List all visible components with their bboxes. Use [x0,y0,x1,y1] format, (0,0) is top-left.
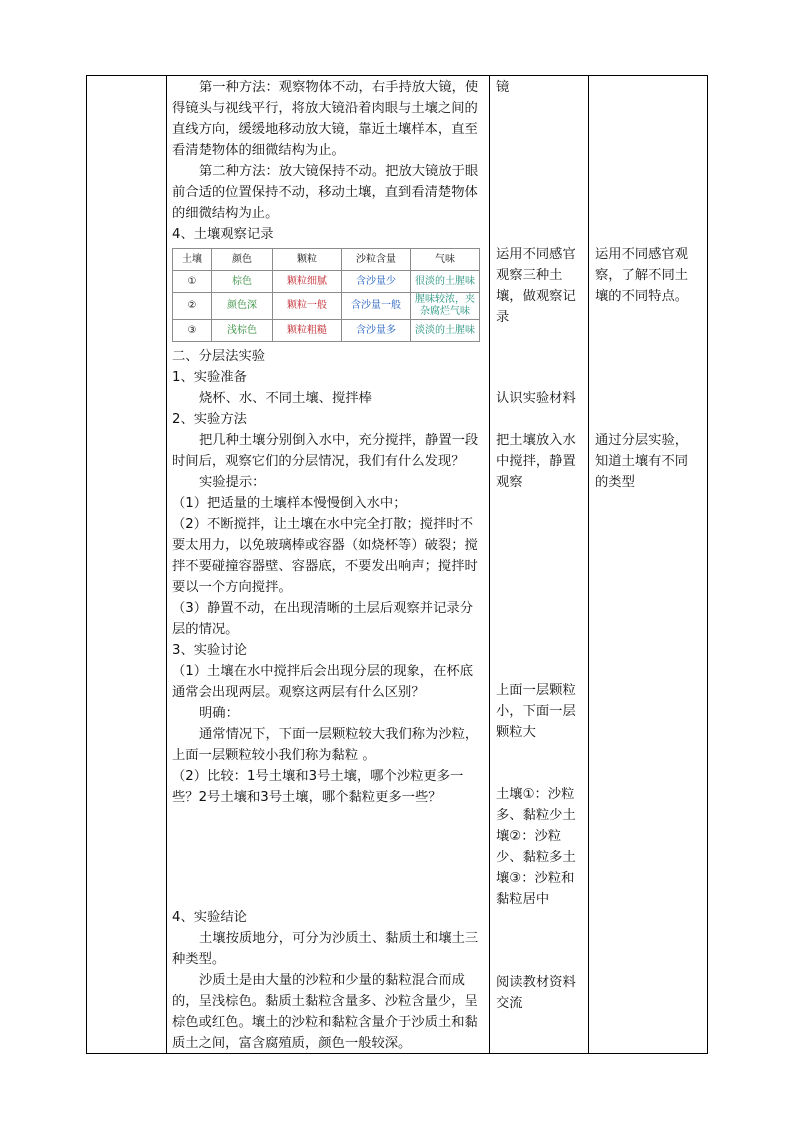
conclusion-block [172,907,485,1054]
activity-compare: 土壤①：沙粒多、黏粒少土壤②：沙粒少、黏粒多土壤③：沙粒和黏粒居中 [496,787,576,907]
soil-particle: 颗粒细腻 [273,271,342,293]
clarify-label: 明确： [199,706,239,721]
tip-3: （3）静置不动，在出现清晰的土层后观察并记录分层的情况。 [172,601,473,637]
soil-sand: 含沙量多 [342,320,411,342]
soil-sand: 含沙量少 [342,271,411,293]
question-1: （1）土壤在水中搅拌后会出现分层的现象，在杯底通常会出现两层。观察这两层有什么区别？ [172,664,473,700]
record-heading: 4、土壤观察记录 [172,227,274,242]
header-particle: 颗粒 [273,249,342,271]
table-top-border [86,75,708,76]
soil-color: 颜色深 [212,293,273,320]
prep-items: 烧杯、水、不同土壤、搅拌棒 [199,391,372,406]
method2-paragraph: 第二种方法：放大镜保持不动。把放大镜放于眼前合适的位置保持不动，移动土壤，直到看清楚物体的细微结构为止。 [172,164,479,221]
soil-smell: 很淡的土腥味 [411,271,480,293]
method-text: 把几种土壤分别倒入水中，充分搅拌，静置一段时间后，观察它们的分层情况，我们有什么发现？ [172,433,479,469]
soil-id: ③ [173,320,212,342]
activity-layers: 上面一层颗粒小，下面一层颗粒大 [496,683,576,740]
table-border-1 [86,75,87,1054]
activity-stir: 把土壤放入水中搅拌，静置观察 [496,433,576,490]
soil-id: ① [173,271,212,293]
soil-table-header [173,249,480,271]
section2-title: 二、分层法实验 [172,349,266,364]
activity-materials: 认识实验材料 [496,391,576,406]
soil-particle: 颗粒一般 [273,293,342,320]
activity-observe: 运用不同感官观察三种土壤，做观察记录 [496,247,576,325]
header-soil: 土壤 [173,249,212,271]
soil-color: 棕色 [212,271,273,293]
soil-smell: 腥味较浓，夹杂腐烂气味 [411,293,480,320]
tip-2: （2）不断搅拌，让土壤在水中完全打散；搅拌时不要太用力，以免玻璃棒或容器（如烧杯等）破裂；搅拌不要碰撞容器壁、容器底，不要发出响声；搅拌时要以一个方向搅拌。 [172,517,478,595]
discussion-heading: 3、实验讨论 [172,643,247,658]
soil-row-2 [173,293,480,320]
method-heading: 2、实验方法 [172,412,247,427]
conclusion-2: 沙质土是由大量的沙粒和少量的黏粒混合而成的，呈浅棕色。黏质土黏粒含量多、沙粒含量少，呈棕色或红色。壤土的沙粒和黏粒含量介于沙质土和黏质土之间，富含腐殖质，颜色一般较深。 [172,973,478,1051]
soil-sand: 含沙量一般 [342,293,411,320]
activity-read: 阅读教材资料交流 [496,975,576,1011]
question-2: （2）比较：1号土壤和3号土壤，哪个沙粒更多一些？2号土壤和3号土壤，哪个黏粒更多一些？ [172,769,464,805]
soil-id: ② [173,293,212,320]
soil-row-3 [173,320,480,342]
table-border-3 [489,75,490,1054]
conclusion-heading: 4、实验结论 [172,910,247,925]
tips-heading: 实验提示： [199,475,266,490]
table-border-2 [166,75,167,1054]
intent-layers: 通过分层实验，知道土壤有不同的类型 [595,433,689,490]
soil-color: 浅棕色 [212,320,273,342]
soil-row-1 [173,271,480,293]
activity-continuation: 镜 [496,80,510,95]
header-sand: 沙粒含量 [342,249,411,271]
header-color: 颜色 [212,249,273,271]
clarify-text: 通常情况下，下面一层颗粒较大我们称为沙粒，上面一层颗粒较小我们称为黏粒 。 [172,727,479,763]
table-border-4 [588,75,589,1054]
soil-observation-table [172,248,480,342]
method1-paragraph: 第一种方法：观察物体不动，右手持放大镜，使得镜头与视线平行，将放大镜沿着肉眼与土壤之间的直线方向，缓缓地移动放大镜，靠近土壤样本，直至看清楚物体的细微结构为止。 [172,80,479,158]
table-border-5 [707,75,708,1054]
prep-heading: 1、实验准备 [172,370,247,385]
soil-particle: 颗粒粗糙 [273,320,342,342]
header-smell: 气味 [411,249,480,271]
conclusion-1: 土壤按质地分，可分为沙质土、黏质土和壤土三种类型。 [172,931,479,967]
section2-block [172,346,485,808]
intent-senses: 运用不同感官观察，了解不同土壤的不同特点。 [595,247,689,304]
soil-smell: 淡淡的土腥味 [411,320,480,342]
tip-1: （1）把适量的土壤样本慢慢倒入水中； [172,496,407,511]
